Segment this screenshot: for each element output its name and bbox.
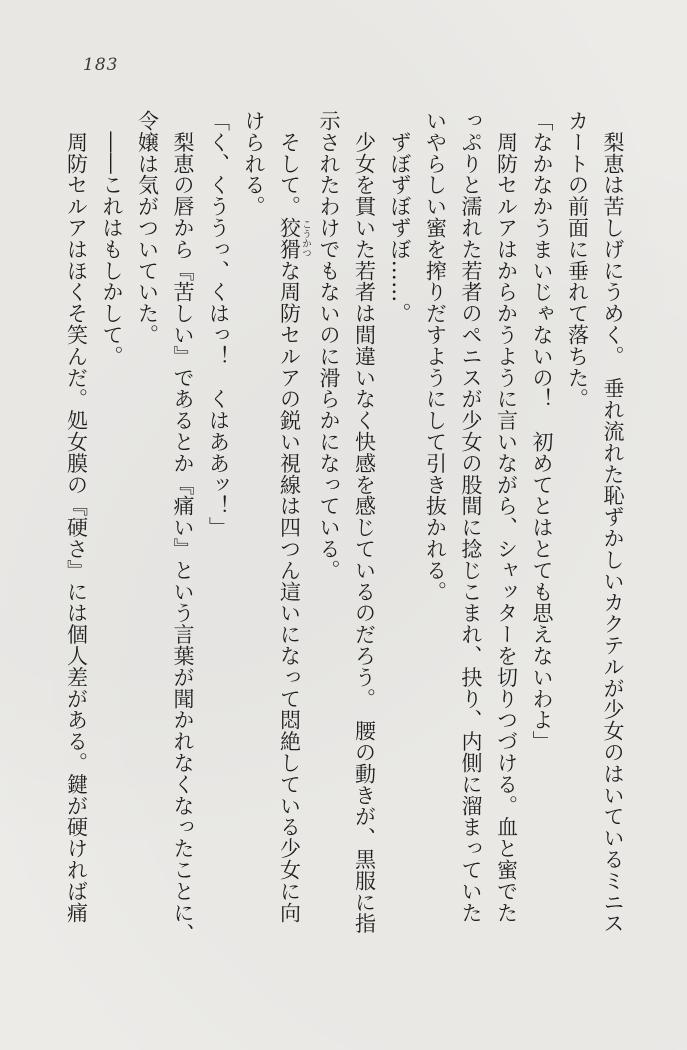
page-number: 183	[83, 55, 119, 75]
text-line: そして。狡猾こうかつな周防セルアの鋭い視線は四つん這いになって悶絶している少女に向	[277, 110, 311, 924]
text-line: 梨恵は苦しげにうめく。 垂れ流れた恥ずかしいカクテルが少女のはいているミニス	[601, 110, 625, 935]
ruby-word: 狡猾こうかつ	[277, 217, 311, 260]
text-line: 示されたわけでもないのに滑らかになっている。	[317, 110, 341, 581]
text-line: 少女を貫いた若者は間違いなく快感を感じているのだろう。 腰の動きが、黒服に指	[352, 110, 377, 935]
page-text	[58, 110, 630, 955]
text-line: 梨恵の唇から『苦しい』であるとか『痛い』という言葉が聞かれなくなったことに、	[171, 110, 195, 945]
text-line: ずぼずぼずぼ……。	[388, 110, 412, 324]
furigana: こうかつ	[300, 217, 311, 260]
text-line: けられる。	[242, 110, 266, 217]
text-line: カートの前面に垂れて落ちた。	[565, 110, 590, 410]
text-line: 令嬢は気がついていた。	[135, 110, 160, 346]
text-line: 「く、くううっ、くはっ！ くはああッ！」	[206, 110, 231, 538]
text-line: 周防セルアはほくそ笑んだ。処女膜の『硬さ』には個人差がある。鍵が硬ければ痛	[64, 110, 89, 924]
text-line: 周防セルアはからかうように言いながら、シャッターを切りつづける。血と蜜でた	[494, 110, 519, 924]
text-line: っぷりと濡れた若者のペニスが少女の股間に捻じこまれ、抉り、内側に溜まっていた	[459, 110, 483, 924]
text-line: いやらしい蜜を搾りだすようにして引き抜かれる。	[423, 110, 448, 603]
text-line: 「なかなかうまいじゃないの！ 初めてとはとても思えないわよ」	[530, 110, 554, 752]
text-line: ――これはもしかして。	[100, 110, 124, 367]
